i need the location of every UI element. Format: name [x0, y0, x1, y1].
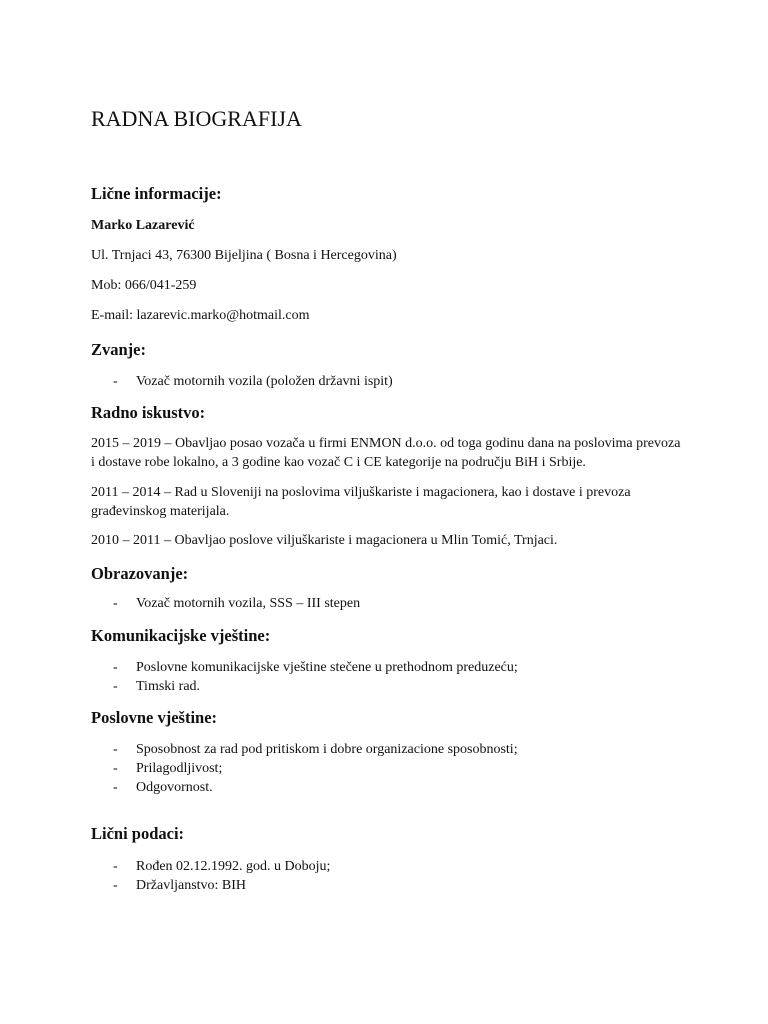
list-item-text: Sposobnost za rad pod pritiskom i dobre organizacione sposobnosti;: [136, 742, 518, 757]
list-item-text: Rođen 02.12.1992. god. u Doboju;: [136, 859, 331, 874]
bullet-dash: -: [113, 596, 118, 611]
bullet-dash: -: [113, 878, 118, 893]
experience-entry: 2011 – 2014 – Rad u Sloveniji na poslovima viljuškariste i magacionera, kao i dostave i prevoza građevinskog materijala.: [91, 485, 631, 519]
heading-business: Poslovne vještine:: [91, 708, 218, 727]
bullet-dash: -: [113, 761, 118, 776]
heading-personal-data: Lični podaci:: [91, 824, 185, 843]
heading-experience: Radno iskustvo:: [91, 403, 206, 422]
person-name: Marko Lazarević: [91, 218, 195, 233]
bullet-dash: -: [113, 742, 118, 757]
heading-title: Zvanje:: [91, 340, 146, 359]
list-item-text: Prilagodljivost;: [136, 761, 223, 776]
heading-personal-info: Lične informacije:: [91, 184, 222, 203]
email: E-mail: lazarevic.marko@hotmail.com: [91, 308, 310, 323]
bullet-dash: -: [113, 660, 118, 675]
list-item-text: Poslovne komunikacijske vještine stečene u prethodnom preduzeću;: [136, 660, 518, 675]
bullet-dash: -: [113, 859, 118, 874]
address: Ul. Trnjaci 43, 76300 Bijeljina ( Bosna i Hercegovina): [91, 248, 397, 263]
list-item-text: Odgovornost.: [136, 780, 213, 795]
bullet-dash: -: [113, 679, 118, 694]
document-title: RADNA BIOGRAFIJA: [91, 106, 302, 131]
phone: Mob: 066/041-259: [91, 278, 197, 293]
experience-entry: 2010 – 2011 – Obavljao poslove viljuškariste i magacionera u Mlin Tomić, Trnjaci.: [91, 533, 558, 548]
list-item-text: Vozač motornih vozila, SSS – III stepen: [136, 596, 361, 611]
heading-education: Obrazovanje:: [91, 564, 189, 583]
list-item-text: Državljanstvo: BIH: [136, 878, 247, 893]
experience-entry: 2015 – 2019 – Obavljao posao vozača u firmi ENMON d.o.o. od toga godinu dana na poslovima prevoza i dostave robe lokalno, a 3 godine kao vozač C i CE kategorije na području BiH i Srbije.: [91, 436, 681, 470]
list-item-text: Vozač motornih vozila (položen državni ispit): [136, 374, 393, 389]
bullet-dash: -: [113, 374, 118, 389]
list-item-text: Timski rad.: [136, 679, 201, 694]
heading-communication: Komunikacijske vještine:: [91, 626, 271, 645]
bullet-dash: -: [113, 780, 118, 795]
